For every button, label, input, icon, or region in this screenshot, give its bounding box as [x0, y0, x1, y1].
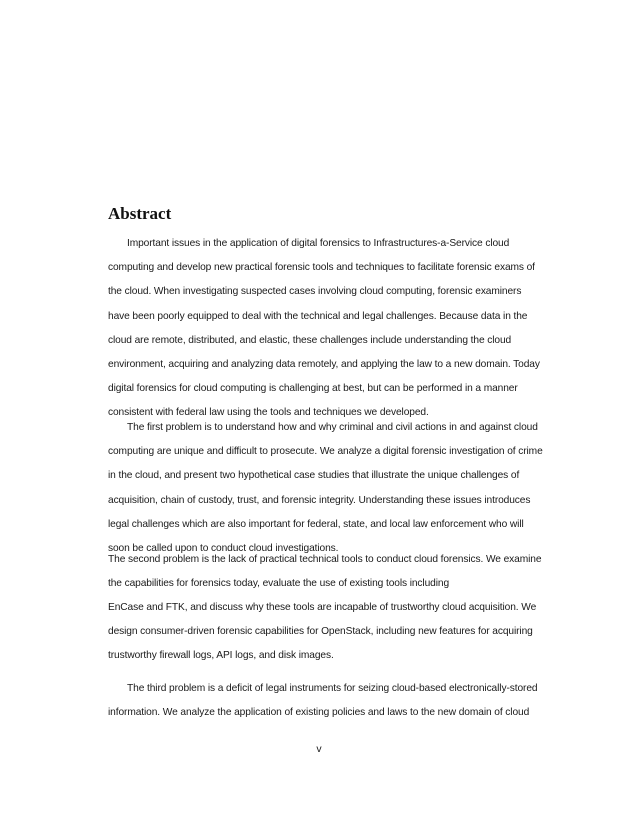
page-number: v: [316, 743, 322, 755]
abstract-paragraph-1: Important issues in the application of digital forensics to Infrastructures-a-Service cloud computing and develop new practical forensic tools and techniques to facilitate forensic exams of the cloud. When investigating suspected cases involving cloud computing, forensic examiners have been poorly equipped to deal with the technical and legal challenges. Because data in the cloud are remote, distributed, and elastic, these challenges include understanding the cloud environment, acquiring and analyzing data remotely, and applying the law to a new domain. Today digital forensics for cloud computing is challenging at best, but can be performed in a manner consistent with federal law using the tools and techniques we developed.: [108, 238, 540, 419]
abstract-paragraph-5: The third problem is a deficit of legal instruments for seizing cloud-based electronically-stored information. We analyze the application of existing policies and laws to the new domain of cloud: [108, 683, 538, 719]
abstract-paragraph-2: The first problem is to understand how and why criminal and civil actions in and against cloud computing are unique and difficult to prosecute. We analyze a digital forensic investigation of crime in the cloud, and present two hypothetical case studies that illustrate the unique challenges of acquisition, chain of custody, trust, and forensic integrity. Understanding these issues introduces legal challenges which are also important for federal, state, and local law enforcement who will soon be called upon to conduct cloud investigations.: [108, 422, 543, 555]
abstract-paragraph-4: EnCase and FTK, and discuss why these tools are incapable of trustworthy cloud acquisition. We design consumer-driven forensic capabilities for OpenStack, including new features for acquiring trustworthy firewall logs, API logs, and disk images.: [108, 602, 537, 662]
abstract-heading: Abstract: [108, 204, 172, 223]
abstract-paragraph-3: The second problem is the lack of practical technical tools to conduct cloud forensics. We examine the capabilities for forensics today, evaluate the use of existing tools including: [108, 554, 542, 590]
